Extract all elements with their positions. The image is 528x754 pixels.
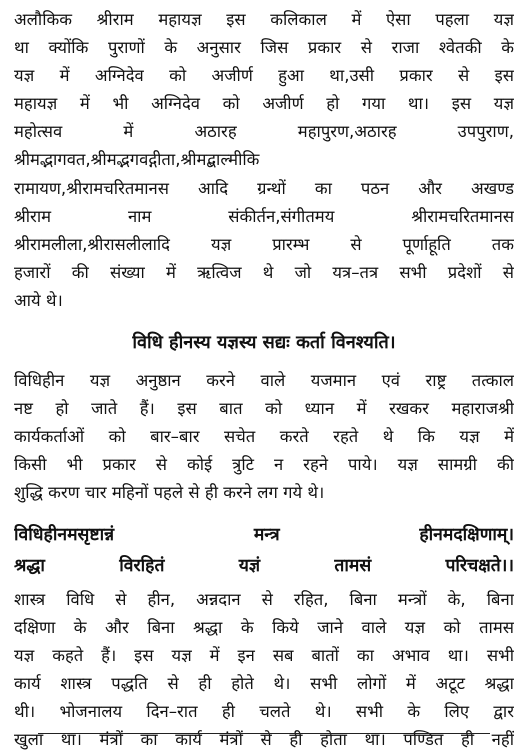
text-line: अलौकिक श्रीराम महायज्ञ इस कलिकाल में ऐसा पहला यज्ञ — [14, 6, 514, 34]
text-line: हजारों की संख्या में ऋत्विज थे जो यत्र–तत्र सभी प्रदेशों से — [14, 259, 514, 287]
verse-line: श्रद्धा विरहितं यज्ञं तामसं परिचक्षते।। — [14, 551, 514, 582]
text-line: शुद्धि करण चार महिनों पहले से ही करने लग गये थे। — [14, 479, 514, 507]
text-line: किसी भी प्रकार से कोई त्रुटि न रहने पाये। यज्ञ सामग्री की — [14, 451, 514, 479]
text-line: कार्यकर्ताओं को बार–बार सचेत करते रहते थे कि यज्ञ में — [14, 423, 514, 451]
text-line: विधिहीन यज्ञ अनुष्ठान करने वाले यजमान एवं राष्ट्र तत्काल — [14, 367, 514, 395]
text-line: कार्य शास्त्र पद्धति से ही होते थे। सभी लोगों में अटूट श्रद्धा — [14, 670, 514, 698]
text-line: दक्षिणा के और बिना श्रद्धा के किये जाने वाले यज्ञ को तामस — [14, 614, 514, 642]
paragraph-tamas-yajna — [14, 586, 514, 754]
text-line: श्रीराम नाम संकीर्तन,संगीतमय श्रीरामचरितमानस — [14, 203, 514, 231]
text-line: श्रीमद्भागवत,श्रीमद्भगवद्गीता,श्रीमद्बाल्मीकि — [14, 146, 514, 174]
paragraph-vidhiheen — [14, 367, 514, 507]
text-line: आये थे। — [14, 287, 514, 315]
text-line: महोत्सव में अठारह महापुरण,अठारह उपपुराण, — [14, 118, 514, 146]
text-line: खुला था। मंत्रों का कार्य मंत्रों से ही होता था। पण्डित ही नहीं — [14, 726, 514, 754]
text-line: यज्ञ में अग्निदेव को अजीर्ण हुआ था,उसी प्रकार से इस — [14, 62, 514, 90]
text-line: थी। भोजनालय दिन–रात ही चलते थे। सभी के लिए द्वार — [14, 698, 514, 726]
text-line: था क्योंकि पुराणों के अनुसार जिस प्रकार से राजा श्वेतकी के — [14, 34, 514, 62]
text-line: रामायण,श्रीरामचरितमानस आदि ग्रन्थों का पठन और अखण्ड — [14, 175, 514, 203]
paragraph-yajna-description — [14, 6, 514, 315]
footer-rule — [38, 733, 490, 734]
section-heading-verse: विधि हीनस्य यज्ञस्य सद्यः कर्ता विनश्यति। — [14, 329, 514, 357]
text-line: यज्ञ कहते हैं। इस यज्ञ में इन सब बातों का अभाव था। सभी — [14, 642, 514, 670]
text-line: शास्त्र विधि से हीन, अन्नदान से रहित, बिना मन्त्रों के, बिना — [14, 586, 514, 614]
shloka-verse — [14, 520, 514, 582]
text-line: श्रीरामलीला,श्रीरासलीलादि यज्ञ प्रारम्भ से पूर्णाहूति तक — [14, 231, 514, 259]
verse-line: विधिहीनमसृष्टान्नं मन्त्र हीनमदक्षिणाम्। — [14, 520, 514, 551]
text-line: नष्ट हो जाते हैं। इस बात को ध्यान में रखकर महाराजश्री — [14, 395, 514, 423]
text-line: महायज्ञ में भी अग्निदेव को अजीर्ण हो गया था। इस यज्ञ — [14, 90, 514, 118]
